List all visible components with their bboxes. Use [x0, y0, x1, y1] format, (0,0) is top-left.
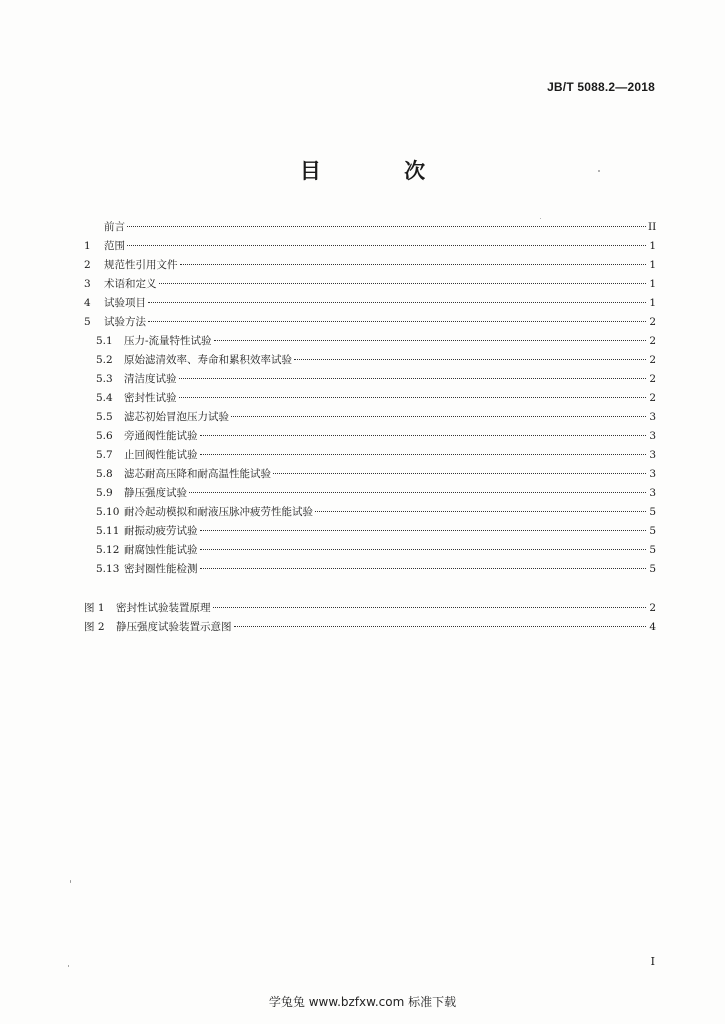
toc-section-title: 密封圈性能检测: [124, 563, 198, 575]
dot-leader: [273, 473, 646, 474]
table-of-contents: [84, 218, 656, 637]
page-number: I: [650, 955, 655, 968]
toc-section-number: 5.2: [96, 354, 113, 366]
toc-section-title: 密封性试验: [124, 392, 177, 404]
toc-section-title: 耐振动疲劳试验: [124, 525, 198, 537]
toc-page-number: 3: [649, 411, 656, 423]
toc-section-number: 3: [84, 278, 91, 290]
toc-section-number: 5: [84, 316, 91, 328]
figure-entry[interactable]: [84, 599, 656, 618]
toc-page-number: 2: [649, 316, 656, 328]
toc-gap: [84, 579, 656, 599]
toc-section-number: 5.7: [96, 449, 113, 461]
toc-page-number: II: [648, 221, 657, 233]
toc-entry[interactable]: [84, 332, 656, 351]
toc-section-title: 压力-流量特性试验: [124, 335, 212, 347]
toc-page-number: 5: [649, 525, 656, 537]
toc-page-number: 5: [649, 506, 656, 518]
page-title: 目 次: [299, 159, 464, 183]
toc-page-number: 5: [649, 544, 656, 556]
toc-page-number: 4: [649, 621, 656, 633]
figure-entry[interactable]: [84, 618, 656, 637]
toc-page-number: 3: [649, 468, 656, 480]
toc-page-number: 2: [649, 392, 656, 404]
toc-section-title: 试验项目: [104, 297, 146, 309]
toc-entry[interactable]: [84, 465, 656, 484]
toc-page-number: 2: [649, 354, 656, 366]
toc-section-number: 5.4: [96, 392, 113, 404]
watermark-text: 学兔兔 www.bzfxw.com 标准下载: [268, 995, 457, 1009]
figure-title: 密封性试验装置原理: [116, 602, 211, 614]
toc-section-number: 5.13: [96, 563, 120, 575]
toc-section-number: 5.9: [96, 487, 113, 499]
toc-page-number: 2: [649, 373, 656, 385]
dot-leader: [179, 378, 647, 379]
toc-page-number: 5: [649, 563, 656, 575]
toc-entry[interactable]: [84, 503, 656, 522]
toc-entry[interactable]: [84, 294, 656, 313]
toc-entry[interactable]: [84, 408, 656, 427]
dot-leader: [200, 435, 647, 436]
toc-section-number: 5.6: [96, 430, 113, 442]
toc-section-title: 静压强度试验: [124, 487, 187, 499]
dot-leader: [148, 321, 646, 322]
toc-page-number: 3: [649, 449, 656, 461]
toc-page-number: 1: [649, 259, 656, 271]
toc-section-title: 止回阀性能试验: [124, 449, 198, 461]
toc-entry[interactable]: [84, 446, 656, 465]
toc-section-title: 旁通阀性能试验: [124, 430, 198, 442]
dot-leader: [200, 549, 647, 550]
toc-entry[interactable]: [84, 351, 656, 370]
figure-number: 图 1: [84, 602, 105, 614]
toc-entry[interactable]: [84, 370, 656, 389]
toc-section-number: 5.8: [96, 468, 113, 480]
toc-page-number: 1: [649, 240, 656, 252]
toc-section-number: 1: [84, 240, 91, 252]
toc-section-number: 5.10: [96, 506, 120, 518]
dot-leader: [180, 264, 647, 265]
toc-page-number: 1: [649, 278, 656, 290]
toc-section-number: 5.11: [96, 525, 120, 537]
toc-section-number: 4: [84, 297, 91, 309]
toc-section-number: 5.1: [96, 335, 113, 347]
toc-page-number: 3: [649, 430, 656, 442]
toc-page-number: 2: [649, 335, 656, 347]
toc-entry[interactable]: [84, 484, 656, 503]
toc-page-number: 1: [649, 297, 656, 309]
figure-title: 静压强度试验装置示意图: [116, 621, 232, 633]
dot-leader: [189, 492, 646, 493]
toc-section-number: 5.5: [96, 411, 113, 423]
dot-leader: [214, 340, 646, 341]
dot-leader: [148, 302, 646, 303]
dot-leader: [127, 226, 646, 227]
toc-section-number: 5.3: [96, 373, 113, 385]
toc-section-title: 术语和定义: [104, 278, 157, 290]
toc-section-number: 5.12: [96, 544, 120, 556]
standard-number: JB/T 5088.2—2018: [547, 80, 655, 94]
dot-leader: [234, 626, 647, 627]
toc-entry[interactable]: [84, 237, 656, 256]
dot-leader: [213, 607, 647, 608]
toc-section-title: 规范性引用文件: [104, 259, 178, 271]
toc-section-title: 耐冷起动模拟和耐液压脉冲疲劳性能试验: [124, 506, 313, 518]
dot-leader: [231, 416, 646, 417]
dot-leader: [200, 454, 647, 455]
toc-entry[interactable]: [84, 256, 656, 275]
toc-entry[interactable]: [84, 275, 656, 294]
toc-section-title: 耐腐蚀性能试验: [124, 544, 198, 556]
toc-section-title: 范围: [104, 240, 125, 252]
dot-leader: [294, 359, 646, 360]
toc-entry[interactable]: [84, 218, 656, 237]
toc-entry[interactable]: [84, 541, 656, 560]
toc-entry[interactable]: [84, 313, 656, 332]
scan-speck: [70, 880, 71, 883]
toc-entry[interactable]: [84, 427, 656, 446]
toc-section-title: 滤芯初始冒泡压力试验: [124, 411, 229, 423]
toc-entry[interactable]: [84, 522, 656, 541]
toc-section-number: 2: [84, 259, 91, 271]
dot-leader: [127, 245, 646, 246]
scan-speck: [68, 965, 69, 967]
toc-section-title: 清洁度试验: [124, 373, 177, 385]
toc-entries: [84, 218, 656, 579]
toc-entry[interactable]: [84, 389, 656, 408]
toc-section-title: 试验方法: [104, 316, 146, 328]
dot-leader: [200, 568, 647, 569]
toc-entry[interactable]: [84, 560, 656, 579]
dot-leader: [179, 397, 647, 398]
toc-section-title: 原始滤清效率、寿命和累积效率试验: [124, 354, 292, 366]
figure-number: 图 2: [84, 621, 105, 633]
scan-speck: [540, 218, 541, 219]
dot-leader: [315, 511, 646, 512]
dot-leader: [200, 530, 647, 531]
figure-list: [84, 599, 656, 637]
toc-section-title: 滤芯耐高压降和耐高温性能试验: [124, 468, 271, 480]
toc-page-number: 2: [649, 602, 656, 614]
toc-page-number: 3: [649, 487, 656, 499]
dot-leader: [159, 283, 647, 284]
toc-section-title: 前言: [104, 221, 125, 233]
scan-speck: [598, 170, 600, 172]
